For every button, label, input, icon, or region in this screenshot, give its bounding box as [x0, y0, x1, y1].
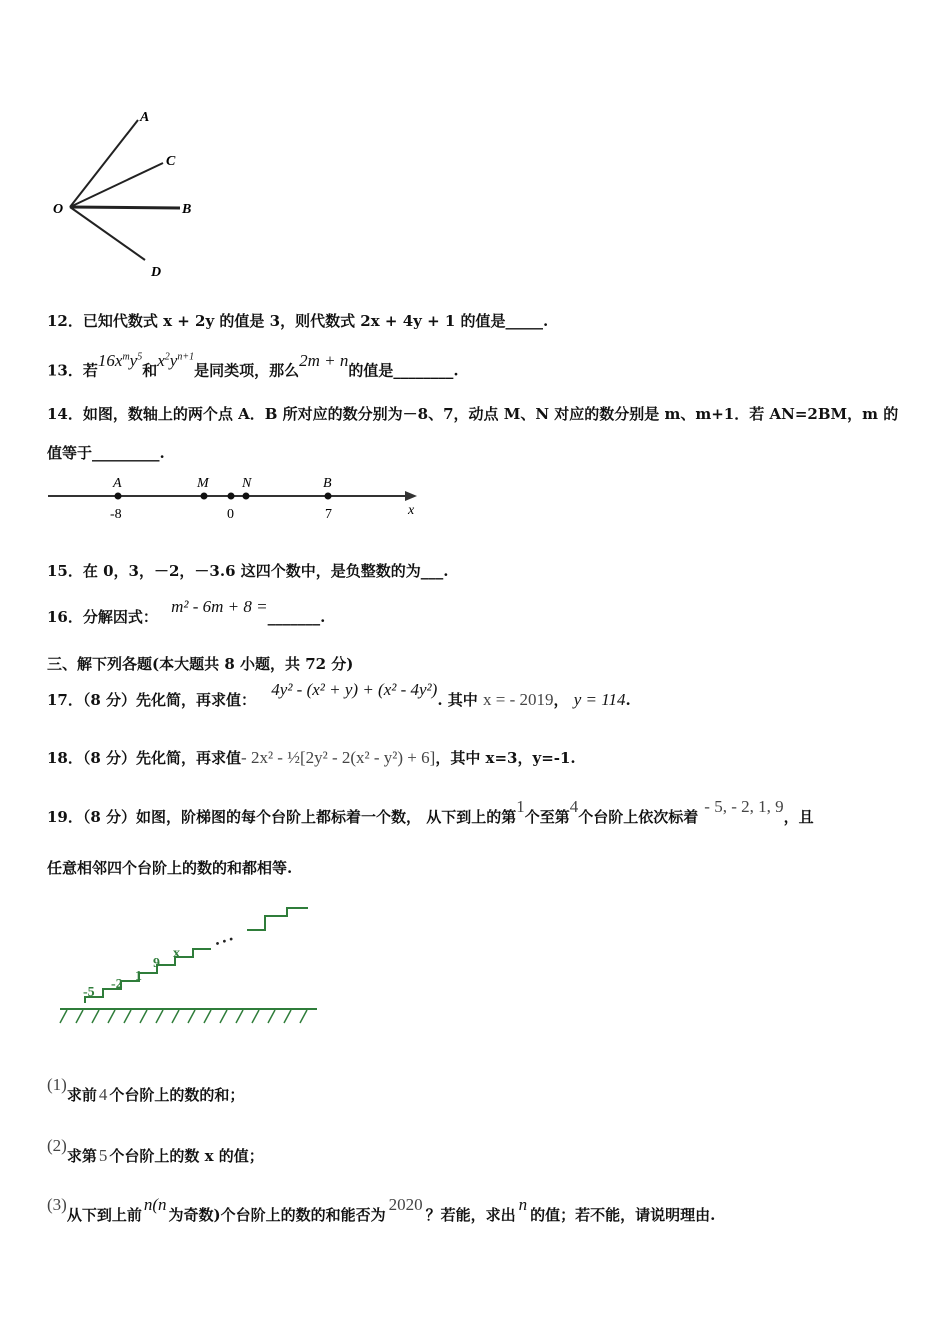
q12-text: 已知代数式 x + 2y 的值是 3，则代数式 2x + 4y + 1 的值是_____.: [82, 312, 549, 330]
question-19-line1: [47, 797, 814, 827]
step-label-5: x: [173, 946, 180, 961]
sub2-mark: (2): [47, 1136, 67, 1155]
q19-one: 1: [516, 797, 525, 816]
question-17: 17．（8 分）先化简，再求值： 4y² - (x² + y) + (x² - 4y²). 其中 x = - 2019， y = 114.: [47, 680, 631, 709]
sub3-mark: (3): [47, 1195, 67, 1214]
q16-number: 16．: [47, 608, 83, 626]
sub2-n: 5: [98, 1146, 108, 1165]
nl-label-b: B: [323, 476, 332, 491]
q19-line1a: （8 分）如图，阶梯图的每个台阶上都标着一个数， 从下到上的第: [82, 808, 517, 826]
staircase-top-steps: [247, 908, 308, 930]
section-3-title: [47, 654, 353, 674]
question-13: [47, 350, 459, 381]
label-a: A: [140, 110, 150, 125]
sub3-n1: n(n: [143, 1195, 167, 1214]
question-12: [47, 311, 548, 331]
q13-expr2-y: y: [169, 350, 178, 370]
point-zero: [228, 493, 235, 500]
q19-four: 4: [569, 797, 579, 816]
sub-question-3: [47, 1195, 716, 1225]
q13-expr1-exp-m: m: [122, 351, 130, 362]
step-label-3: 1: [135, 969, 142, 984]
step-label-2: -2: [111, 977, 123, 992]
label-b: B: [182, 202, 192, 217]
q13-expr3: 2m + n: [299, 350, 349, 370]
q13-expr1-coef: 16x: [97, 350, 123, 370]
sub1-mark: (1): [47, 1075, 67, 1094]
point-b: [325, 493, 332, 500]
q18-number: 18．: [47, 749, 83, 767]
q15-text: 在 0，3，－2，－3.6 这四个数中，是负整数的为___.: [82, 562, 449, 580]
arrow-icon: [405, 491, 417, 501]
ray-ob: [70, 207, 180, 208]
label-o: O: [53, 202, 64, 217]
q14-number: 14．: [47, 405, 83, 423]
q14-line2: 值等于_________.: [47, 444, 165, 462]
q13-expr2-exp-n: n+1: [177, 351, 195, 362]
ray-oa: [70, 120, 138, 207]
q19-line2: 任意相邻四个台阶上的数的和都相等.: [47, 859, 293, 877]
q13-expr2: [157, 351, 194, 370]
nl-label-x: x: [408, 503, 415, 518]
q13-post: 是同类项，那么: [194, 361, 300, 380]
question-15: [47, 561, 448, 581]
step-label-4: 9: [153, 956, 160, 971]
q19-line1d: ，且: [783, 808, 814, 826]
q16-expr: m² - 6m + 8 =: [171, 597, 268, 616]
q17-cond2: y = 114: [573, 690, 626, 709]
q18-tail: ，其中 x=3，y=-1.: [435, 749, 576, 767]
sub3-d: 的值；若不能，请说明理由.: [530, 1206, 716, 1224]
nl-tick-a: -8: [110, 507, 122, 522]
label-c: C: [166, 154, 176, 169]
sub3-val: 2020: [388, 1195, 423, 1214]
staircase-figure: [55, 905, 325, 1030]
question-14-line2: [47, 443, 165, 463]
sub-question-1: [47, 1075, 245, 1105]
sub2-b: 个台阶上的数 x 的值；: [109, 1147, 264, 1165]
ray-oc: [70, 163, 163, 207]
step-dots: • • •: [213, 931, 236, 951]
q13-number: 13．: [47, 361, 83, 380]
q16-text: 分解因式：: [82, 608, 158, 626]
sub1-a: 求前: [66, 1086, 97, 1104]
q12-number: 12．: [47, 312, 83, 330]
q17-end: .: [625, 691, 631, 709]
ground-hatching: [60, 1010, 307, 1023]
q16-blank: _______.: [267, 608, 326, 626]
point-n: [243, 493, 250, 500]
step-label-1: -5: [83, 985, 95, 1000]
q13-expr1: [98, 351, 142, 370]
q19-number: 19．: [47, 808, 83, 826]
nl-label-a: A: [113, 476, 122, 491]
q13-pre: 若: [82, 361, 98, 380]
q17-number: 17．: [47, 691, 83, 709]
staircase-steps: [85, 949, 211, 1003]
question-16: [47, 597, 326, 627]
nl-label-m: M: [197, 476, 209, 491]
sub2-a: 求第: [66, 1147, 97, 1165]
sub3-c: ？若能，求出: [425, 1206, 516, 1224]
section-3-title-text: 三、解下列各题(本大题共 8 小题，共 72 分): [47, 655, 354, 673]
number-line-figure: [45, 472, 435, 527]
angle-figure: [45, 105, 215, 285]
nl-tick-b: 7: [325, 507, 332, 522]
nl-tick-zero: 0: [227, 507, 234, 522]
sub3-a: 从下到上前: [66, 1206, 142, 1224]
q13-mid: 和: [142, 361, 158, 380]
q13-expr1-y: y: [129, 350, 138, 370]
sub3-n2: n: [518, 1195, 528, 1214]
question-14-line1: [47, 404, 898, 424]
q13-tail: 的值是________.: [348, 361, 459, 380]
sub1-n: 4: [98, 1085, 108, 1104]
label-d: D: [151, 265, 162, 280]
nl-label-n: N: [242, 476, 252, 491]
point-a: [115, 493, 122, 500]
q17-expr: 4y² - (x² + y) + (x² - 4y²): [271, 680, 438, 699]
q19-line1b: 个至第: [524, 808, 570, 826]
q17-text: （8 分）先化简，再求值：: [82, 691, 257, 709]
question-19-line2: [47, 858, 292, 878]
q17-cond1: x = - 2019: [483, 690, 554, 709]
q18-expr: - 2x² - ½[2y² - 2(x² - y²) + 6]: [241, 748, 436, 767]
sub3-b: 为奇数)个台阶上的数的和能否为: [168, 1206, 386, 1224]
q15-number: 15．: [47, 562, 83, 580]
ray-od: [70, 207, 145, 260]
sub1-b: 个台阶上的数的和；: [109, 1086, 245, 1104]
point-m: [201, 493, 208, 500]
q19-seq: - 5, - 2, 1, 9: [704, 797, 784, 816]
question-18: [47, 748, 576, 768]
q14-line1: 如图，数轴上的两个点 A．B 所对应的数分别为－8、7，动点 M、N 对应的数分别是 m、m+1．若 AN=2BM，m 的: [82, 405, 899, 423]
q19-line1c: 个台阶上依次标着: [578, 808, 699, 826]
q13-expr2-x: x: [157, 350, 165, 370]
sub-question-2: [47, 1136, 264, 1166]
q13-expr1-exp-5: 5: [137, 351, 143, 362]
q18-text: （8 分）先化简，再求值: [82, 749, 242, 767]
q17-mid: . 其中: [437, 691, 478, 709]
q13-expr2-exp-2: 2: [164, 351, 170, 362]
